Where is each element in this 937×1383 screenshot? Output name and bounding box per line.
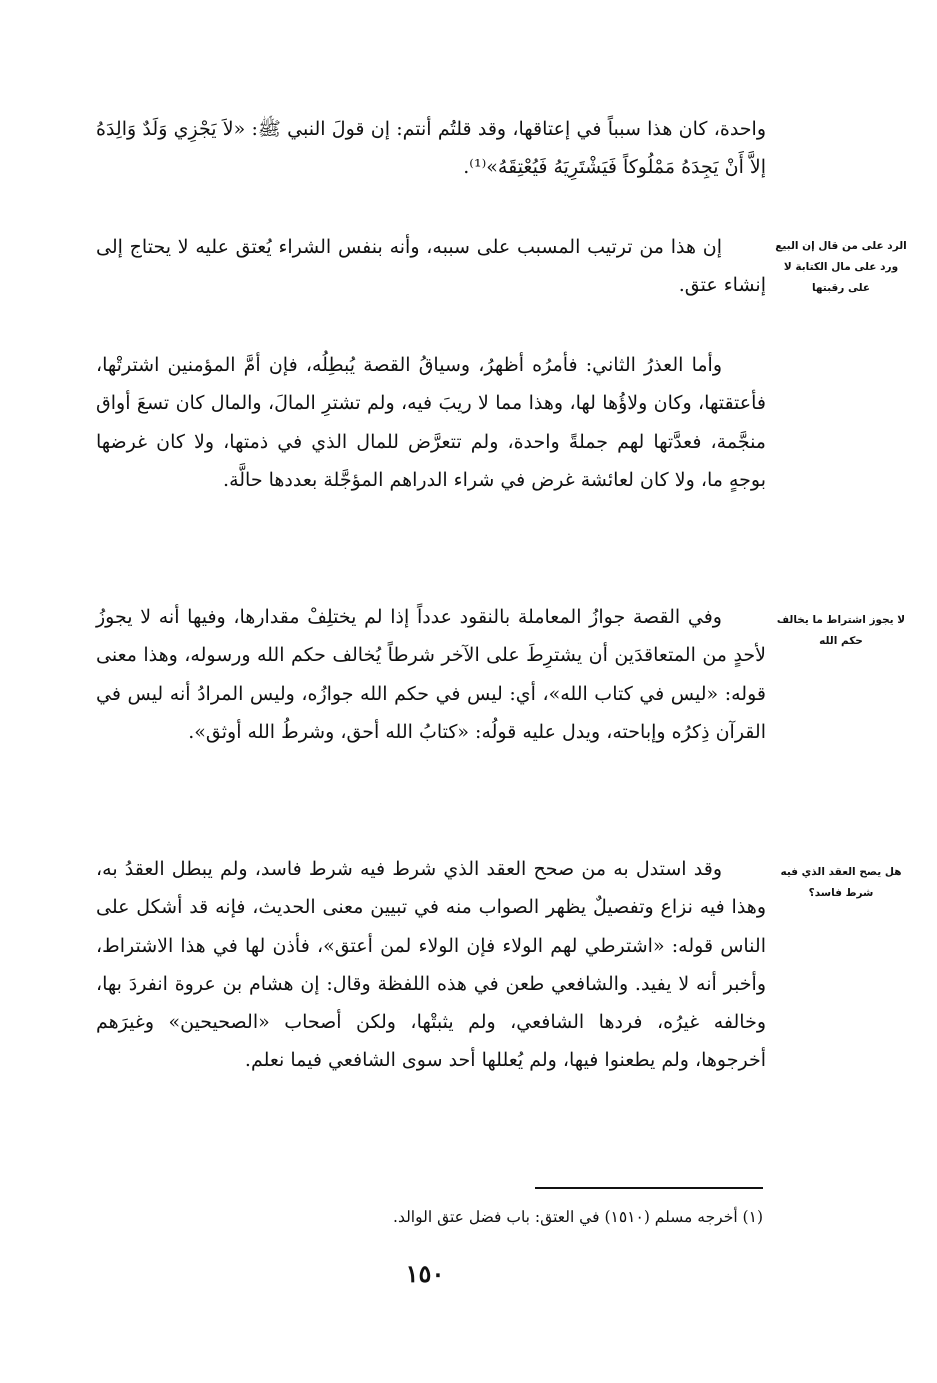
side-note-2: لا يجوز اشتراط ما يخالف حكم الله (776, 614, 906, 647)
paragraph-4: وفي القصة جوازُ المعاملة بالنقود عدداً إذا لم يختلِفْ مقدارها، وفيها أنه لا يجوزُ لأحدٍ من المتعاقدَين أن يشترِطَ على الآخر شرطاً يُخالف حكم الله ورسوله، وهذا معنى قوله: «ليس في كتاب الله»، أي: ليس في حكم الله جوازُه، وليس المرادُ أنه ليس في القرآن ذِكرُه وإباحته، ويدل عليه قولُه: «كتابُ الله أحق، وشرطُ الله أوثق». (96, 606, 766, 743)
paragraph-2: إن هذا من ترتيب المسبب على سببه، وأنه بنفس الشراء يُعتق عليه لا يحتاج إلى إنشاء عتق. (96, 236, 766, 297)
paragraph-1: واحدة، كان هذا سبباً في إعتاقها، وقد قلتُم أنتم: إن قولَ النبي ﷺ: «لاَ يَجْزِي وَلَدٌ وَالِدَهُ إلاَّ أَنْ يَجِدَهُ مَمْلُوكاً فَيَشْتَرِيَهُ فَيُعْتِقَهُ»⁽¹⁾. (96, 118, 766, 179)
side-note-3: هل يصح العقد الذي فيه شرط فاسد؟ (780, 866, 902, 899)
paragraph-5: وقد استدل به من صحح العقد الذي شرط فيه شرط فاسد، ولم يبطل العقدُ به، وهذا فيه نزاع وتفصيلٌ يظهر الصواب منه في تبيين معنى الحديث، فإنه قد أشكل على الناس قوله: «اشترطي لهم الولاء فإن الولاء لمن أعتق»، فأذن لها في هذا الاشتراط، وأخبر أنه لا يفيد. والشافعي طعن في هذه اللفظة وقال: إن هشام بن عروة انفردَ بها، وخالفه غيرُه، فردها الشافعي، ولم يثبتْها، ولكن أصحاب «الصحيحين» وغيرَهم أخرجوها، ولم يطعنوا فيها، ولم يُعللها أحد سوى الشافعي فيما نعلم. (96, 858, 766, 1072)
footnote-divider (535, 1187, 763, 1189)
footnote: (١) أخرجه مسلم (١٥١٠) في العتق: باب فضل عتق الوالد. (393, 1208, 763, 1226)
page-number: ١٥٠ (405, 1259, 445, 1288)
paragraph-3: وأما العذرُ الثاني: فأمرُه أظهرُ، وسياقُ القصة يُبطِلُه، فإن أمَّ المؤمنين اشترتْها، فأعتقتها، وكان ولاؤُها لها، وهذا مما لا ريبَ فيه، ولم تشترِ المالَ، والمال كان تسعَ أواق منجَّمة، فعدَّتها لهم جملةً واحدة، ولم تتعرَّض للمال الذي في ذمتها، ولا كان غرضها بوجهٍ ما، ولا كان لعائشة غرض في شراء الدراهم المؤجَّلة بعددها حالَّة. (96, 354, 766, 491)
side-note-1: الرد على من قال إن البيع ورد على مال الكتابة لا على رقبتها (775, 240, 907, 294)
